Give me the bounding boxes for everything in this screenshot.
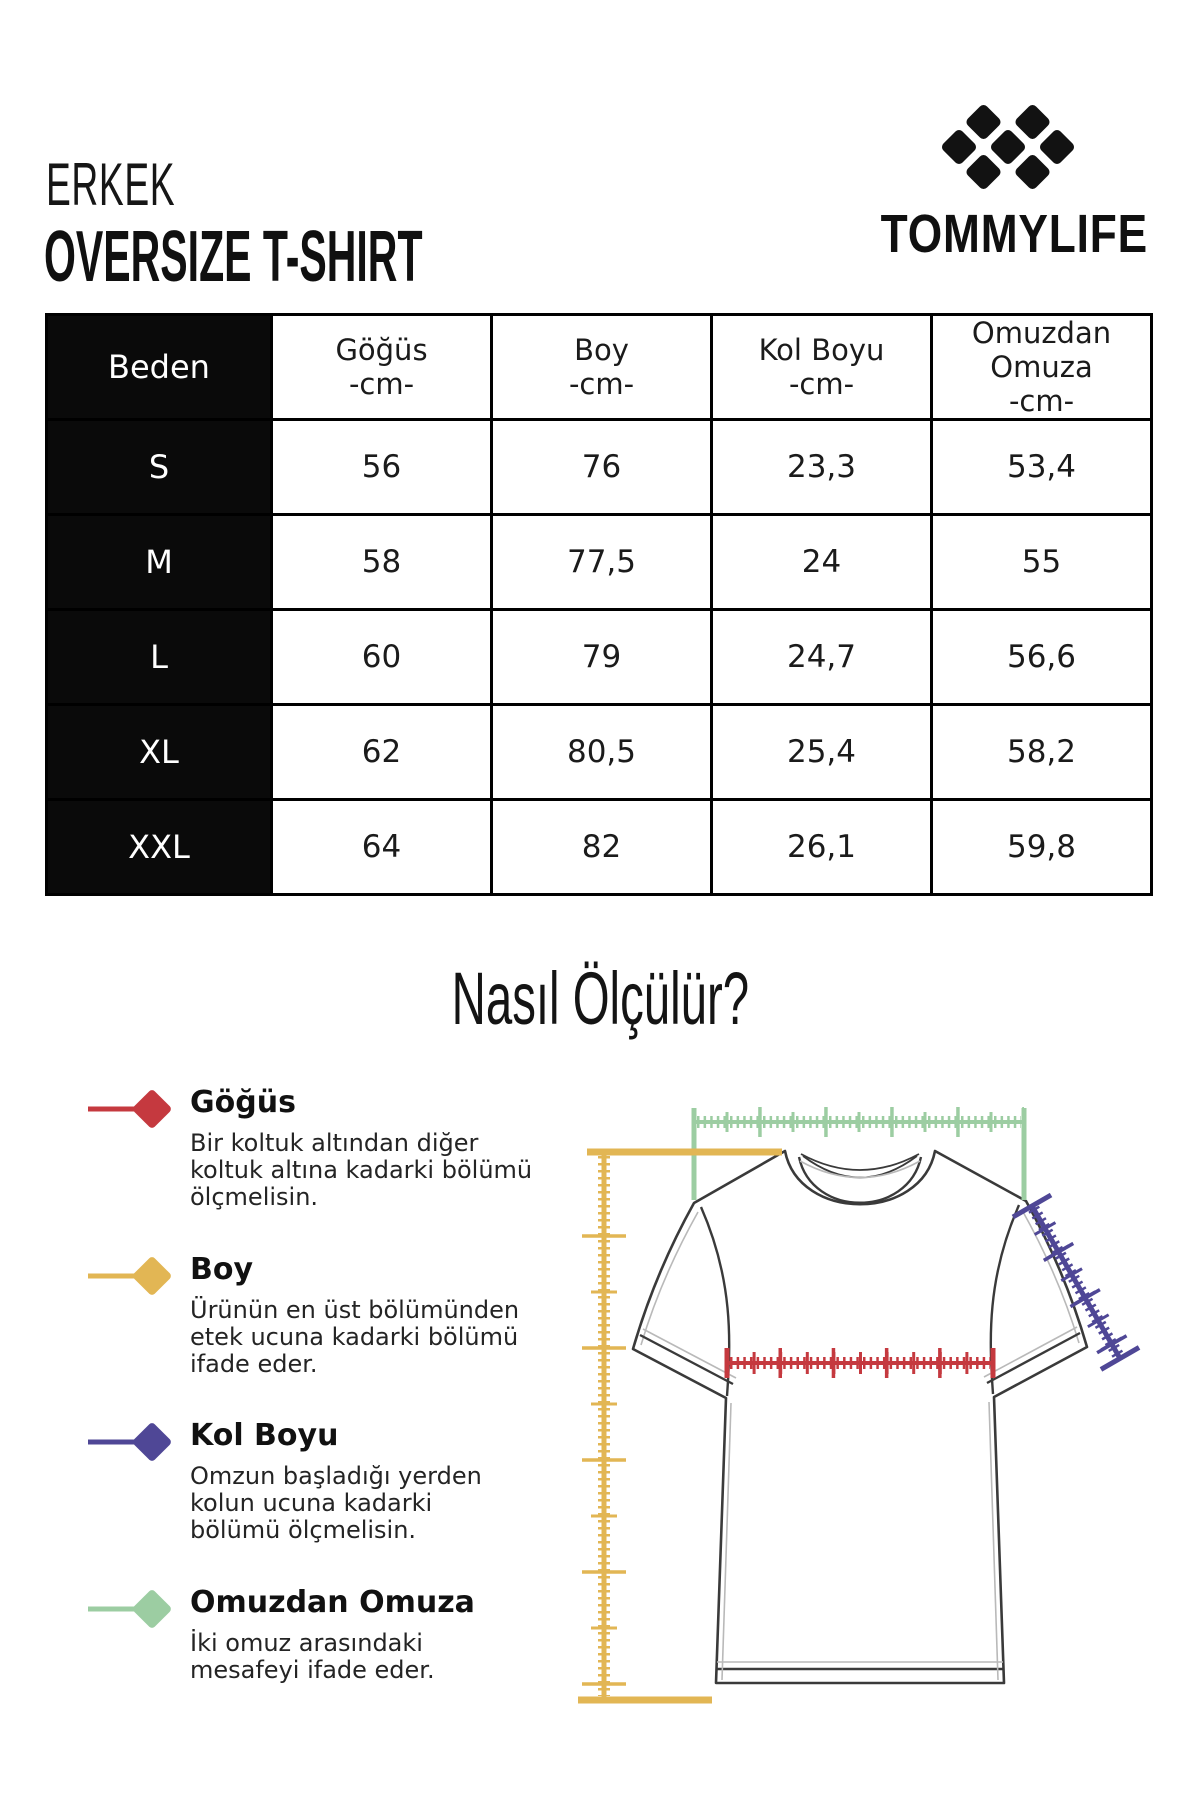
- category-title: [46, 150, 254, 219]
- cell-value: 59,8: [932, 800, 1152, 895]
- diamond-icon: [131, 1255, 172, 1296]
- product-title-text: OVERSIZE T-SHIRT: [44, 217, 423, 297]
- diamond-icon: [131, 1421, 172, 1462]
- cell-value: 25,4: [712, 705, 932, 800]
- sleeve-ruler: [1013, 1195, 1139, 1369]
- legend-description: Bir koltuk altından diğer koltuk altına kadarki bölümü ölçmelisin.: [190, 1129, 533, 1211]
- col-header-gogus: Göğüs -cm-: [272, 315, 492, 420]
- brand-wordmark-text: TOMMYLIFE: [880, 204, 1148, 264]
- cell-value: 64: [272, 800, 492, 895]
- cell-value: 56: [272, 420, 492, 515]
- size-table: [45, 313, 1153, 896]
- diamond-icon: [131, 1088, 172, 1129]
- legend-item-omuzdan-omuza: [88, 1585, 558, 1684]
- measure-pin-icon: [88, 1252, 176, 1300]
- tshirt-outline: [633, 1151, 1087, 1683]
- cell-value: 26,1: [712, 800, 932, 895]
- table-row-m: [47, 515, 1152, 610]
- cuff-band-right: [987, 1333, 1080, 1383]
- measure-pin-icon: [88, 1085, 176, 1133]
- col-header-kol-boyu: Kol Boyu -cm-: [712, 315, 932, 420]
- brand-wordmark: [822, 203, 1148, 265]
- measure-pin-icon: [88, 1418, 176, 1466]
- col-header-boy: Boy -cm-: [492, 315, 712, 420]
- armhole-seam-left: [701, 1207, 729, 1396]
- legend-title: Omuzdan Omuza: [190, 1585, 475, 1620]
- size-label: XL: [47, 705, 272, 800]
- cell-value: 76: [492, 420, 712, 515]
- size-table-header-row: [47, 315, 1152, 420]
- chest-ruler: [727, 1348, 993, 1378]
- cell-value: 82: [492, 800, 712, 895]
- cell-value: 80,5: [492, 705, 712, 800]
- size-label: S: [47, 420, 272, 515]
- table-row-xxl: [47, 800, 1152, 895]
- cell-value: 23,3: [712, 420, 932, 515]
- legend-description: Ürünün en üst bölümünden etek ucuna kadarki bölümü ifade eder.: [190, 1296, 520, 1378]
- how-to-title-text: Nasıl Ölçülür?: [451, 957, 749, 1040]
- length-ruler: [578, 1152, 782, 1700]
- shoulder-ruler: [694, 1108, 1024, 1200]
- table-row-l: [47, 610, 1152, 705]
- cell-value: 77,5: [492, 515, 712, 610]
- size-label: XXL: [47, 800, 272, 895]
- cell-value: 58: [272, 515, 492, 610]
- collar-rib-line: [803, 1156, 917, 1178]
- legend-item-boy: [88, 1252, 558, 1378]
- cuff-band-left: [640, 1335, 733, 1384]
- diamond-grid-icon: [940, 103, 1076, 191]
- size-table-body: [47, 420, 1152, 895]
- legend-title: Göğüs: [190, 1085, 296, 1120]
- size-label: M: [47, 515, 272, 610]
- cell-value: 24: [712, 515, 932, 610]
- brand-logo-icon: [930, 88, 1090, 208]
- collar-inner-line: [799, 1157, 921, 1203]
- table-row-xl: [47, 705, 1152, 800]
- legend-description: İki omuz arasındaki mesafeyi ifade eder.: [190, 1629, 435, 1684]
- cell-value: 60: [272, 610, 492, 705]
- diamond-icon: [131, 1588, 172, 1629]
- cell-value: 56,6: [932, 610, 1152, 705]
- legend-description: Omzun başladığı yerden kolun ucuna kadarki bölümü ölçmelisin.: [190, 1462, 482, 1544]
- category-title-text: ERKEK: [46, 151, 176, 218]
- cell-value: 62: [272, 705, 492, 800]
- size-label: L: [47, 610, 272, 705]
- collar-rib-line: [801, 1154, 919, 1170]
- armhole-seam-right: [991, 1205, 1019, 1394]
- table-row-s: [47, 420, 1152, 515]
- measure-pin-icon: [88, 1585, 176, 1633]
- cell-value: 58,2: [932, 705, 1152, 800]
- legend-title: Boy: [190, 1252, 254, 1287]
- cell-value: 79: [492, 610, 712, 705]
- cell-value: 55: [932, 515, 1152, 610]
- product-title: [44, 216, 708, 298]
- legend-item-gogus: [88, 1085, 558, 1211]
- cell-value: 24,7: [712, 610, 932, 705]
- how-to-title: [0, 956, 1200, 1041]
- legend-item-kol-boyu: [88, 1418, 558, 1544]
- col-header-beden: Beden: [47, 315, 272, 420]
- cell-value: 53,4: [932, 420, 1152, 515]
- col-header-omuzdan-omuza: Omuzdan Omuza -cm-: [932, 315, 1152, 420]
- legend-title: Kol Boyu: [190, 1418, 339, 1453]
